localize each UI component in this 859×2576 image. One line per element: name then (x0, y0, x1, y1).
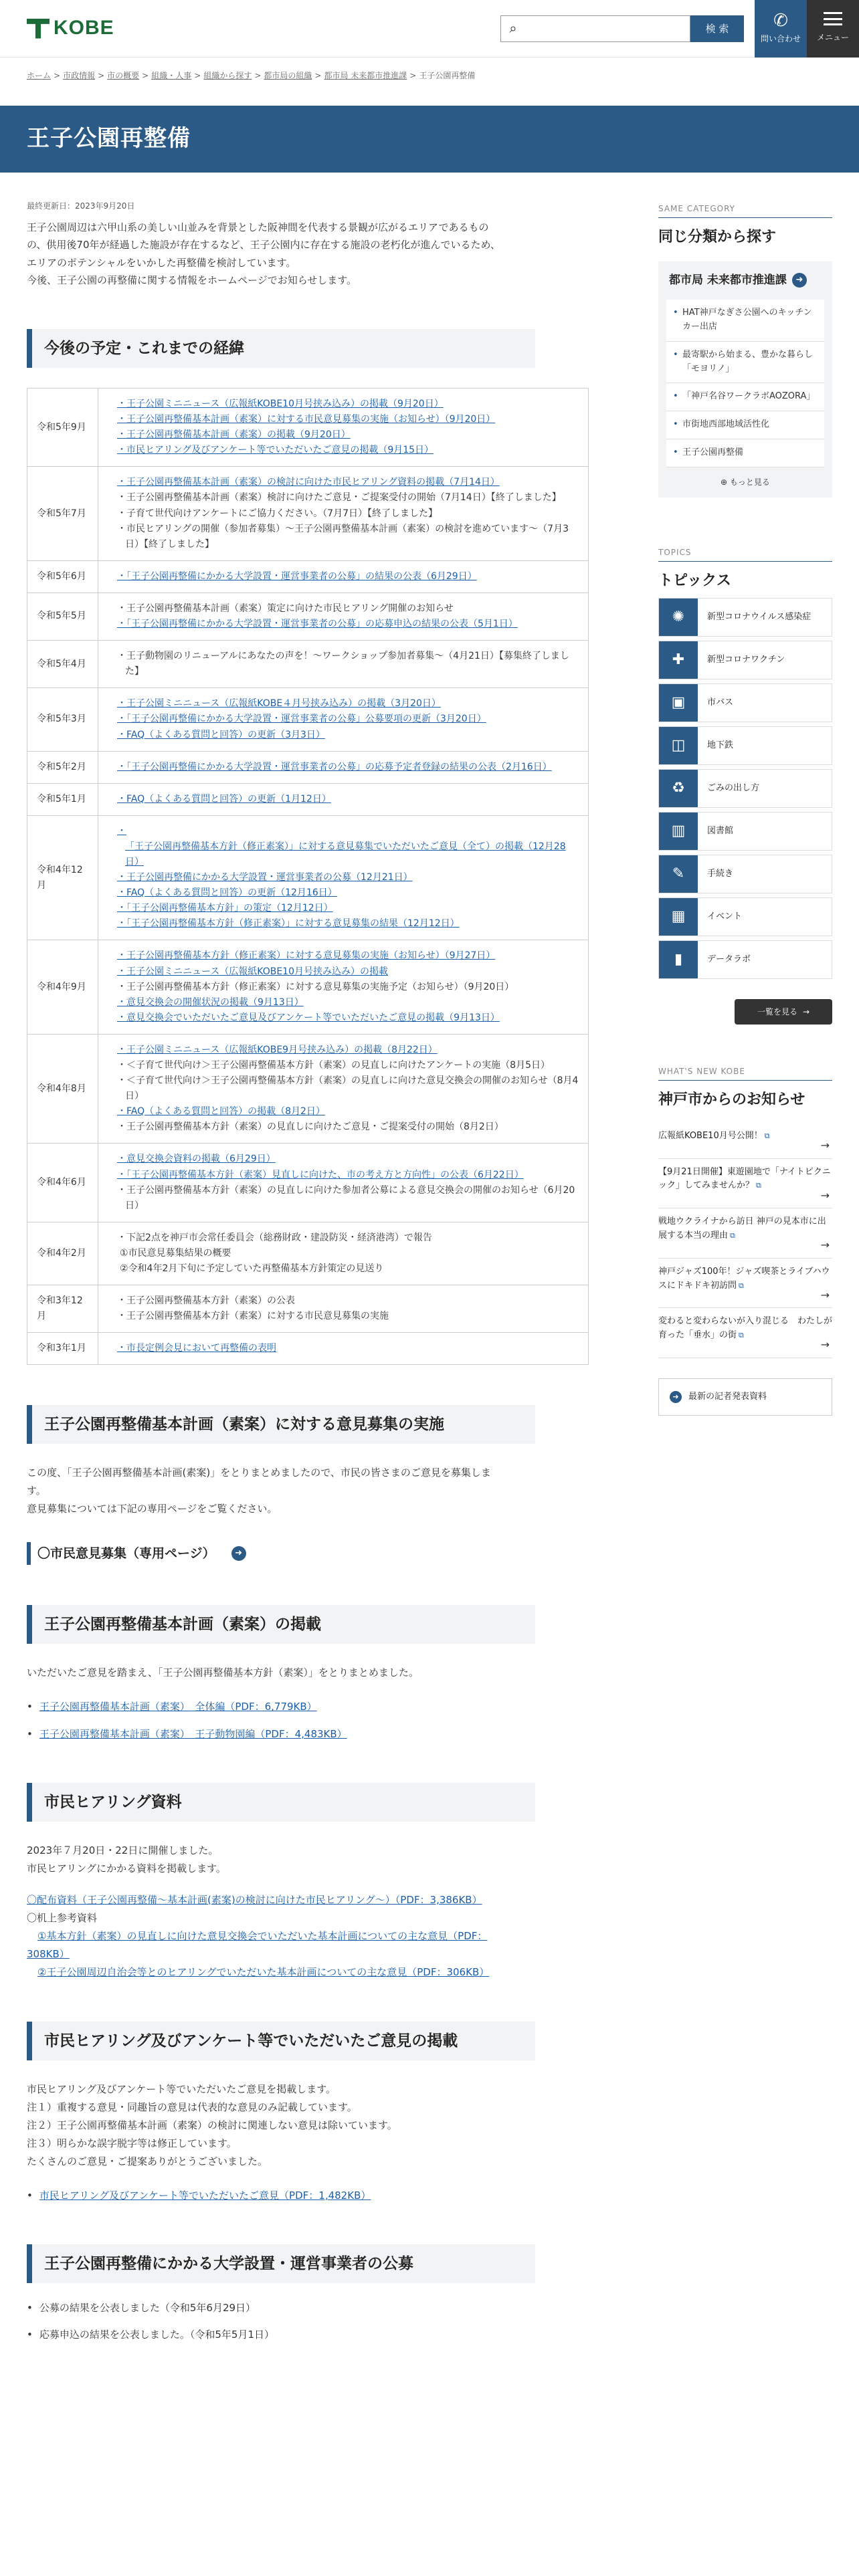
news-list (658, 1123, 832, 1358)
search-icon: ⌕ (509, 20, 517, 36)
topic-label: 手続き (707, 868, 734, 879)
schedule-date: 令和4年8月 (27, 1034, 98, 1144)
topic-label: 図書館 (707, 825, 734, 836)
hearing-reference-link-1[interactable]: ①基本方針（素案）の見直しに向けた意見交換会でいただいた基本計画についての主な意見（PDF： 308KB） (27, 1929, 488, 1960)
schedule-link[interactable]: ・ 「王子公園再整備基本方針（素案）見直しに向けた、市の考え方と方向性」の公表（6月22日） (125, 1168, 579, 1183)
news-item[interactable] (658, 1308, 832, 1358)
news-text: 【9月21日開催】東遊園地で「ナイトピクニック」してみませんか？ (658, 1166, 831, 1191)
sidebar (658, 173, 832, 2353)
more-label: もっと見る (729, 477, 770, 487)
intro-line: 王子公園周辺は六甲山系の美しい山並みを背景とした阪神間を代表する景観が広がるエリアであるもの (27, 221, 489, 233)
main-content (27, 173, 589, 2353)
external-link-icon: ⧉ (739, 1281, 744, 1290)
schedule-text: ・ 王子公園再整備基本方針（修正素案）に対する意見募集の実施予定（お知らせ）（9月20日） (125, 980, 579, 995)
hearing-reference-link-2[interactable]: ②王子公園周辺自治会等とのヒアリングでいただいた基本計画についての主な意見（PDF：306KB） (37, 1965, 490, 1978)
topic-label: 地下鉄 (707, 740, 734, 750)
breadcrumb-link[interactable]: 組織・人事 (151, 70, 192, 80)
schedule-link[interactable]: ・ 意見交換会の開催状況の掲載（9月13日） (125, 995, 579, 1010)
opinions-line: たくさんのご意見・ご提案ありがとうございました。 (27, 2155, 268, 2167)
press-release-link[interactable] (658, 1378, 832, 1416)
category-list (666, 300, 824, 467)
list-item (27, 1725, 589, 1743)
external-link-icon: ⧉ (730, 1231, 735, 1241)
breadcrumb-separator: > (314, 70, 322, 80)
schedule-link[interactable]: ・ 「王子公園再整備にかかる大学設置・運営事業者の公募」の結果の公表（6月29日） (125, 569, 579, 584)
schedule-date: 令和5年2月 (27, 751, 98, 783)
breadcrumb-link[interactable]: 市の概要 (107, 70, 140, 80)
table-row (27, 1144, 589, 1222)
contact-button[interactable] (755, 0, 807, 58)
topic-item[interactable] (658, 897, 832, 936)
topic-item[interactable] (658, 641, 832, 679)
topics-title: トピックス (658, 572, 731, 589)
schedule-items (98, 1333, 589, 1365)
schedule-link[interactable]: ・ FAQ（よくある質問と回答）の掲載（8月2日） (125, 1104, 579, 1119)
schedule-text: ・ ＜子育て世代向け＞王子公園再整備基本方針（素案）の見直しに向けたアンケートの実施（8月5日） (125, 1058, 579, 1073)
schedule-items (98, 593, 589, 640)
citizen-opinion-link-label: 〇市民意見募集（専用ページ） (37, 1545, 215, 1561)
table-row (27, 1285, 589, 1333)
schedule-link[interactable]: ・ 王子公園再整備基本計画（素案）の検討に向けた市民ヒアリング資料の掲載（7月14日） (125, 475, 579, 490)
schedule-text: ・ 子育て世代向けアンケートにご協力ください。（7月7日）【終了しました】 (125, 506, 579, 522)
schedule-link[interactable]: ・ 「王子公園再整備にかかる大学設置・運営事業者の公募」の応募予定者登録の結果の公表（2月16日） (125, 760, 579, 775)
schedule-items (98, 389, 589, 467)
news-text: 戦地ウクライナから訪日 神戸の見本市に出展する本当の理由 (658, 1216, 826, 1241)
hearing-text-2: 市民ヒアリングにかかる資料を掲載します。 (27, 1862, 226, 1874)
site-header (0, 0, 859, 58)
news-item[interactable] (658, 1123, 832, 1159)
schedule-link[interactable]: ・ 意見交換会資料の掲載（6月29日） (125, 1152, 579, 1167)
opinions-line: 注３）明らかな誤字脱字等は修正しています。 (27, 2137, 237, 2149)
schedule-text: ②令和4年2月下旬に予定していた再整備基本方針策定の見送り (120, 1263, 384, 1275)
opinions-line: 注１）重複する意見・同趣旨の意見は代表的な意見のみ記載しています。 (27, 2101, 357, 2113)
procedure-icon: ✎ (659, 855, 698, 893)
schedule-text: ・ ＜子育て世代向け＞王子公園再整備基本方針（素案）の見直しに向けた意見交換会の開催のお知らせ（8月4日） (125, 1073, 579, 1104)
schedule-date: 令和4年2月 (27, 1222, 98, 1285)
phone-icon: ✆ (773, 11, 788, 31)
table-row (27, 815, 589, 940)
opinions-line: 市民ヒアリング及びアンケート等でいただいたご意見を掲載します。 (27, 2082, 337, 2095)
external-link-icon: ⧉ (739, 1331, 744, 1340)
table-row (27, 593, 589, 640)
breadcrumb-link[interactable]: 組織から探す (203, 70, 252, 80)
topic-item[interactable] (658, 598, 832, 637)
topic-item[interactable] (658, 812, 832, 851)
university-heading: 王子公園再整備にかかる大学設置・運営事業者の公募 (27, 2244, 535, 2283)
kobe-logo-mark-icon (27, 19, 50, 39)
schedule-link[interactable]: ・ 王子公園再整備基本方針（修正素案）に対する意見募集の実施（お知らせ）（9月27日） (125, 948, 579, 964)
schedule-items (98, 751, 589, 783)
arrow-right-icon: ➜ (792, 273, 807, 288)
arrow-right-icon: → (820, 1288, 830, 1301)
schedule-link[interactable]: ・ 意見交換会でいただいたご意見及びアンケート等でいただいたご意見の掲載（9月13日） (125, 1010, 579, 1026)
search-input[interactable] (525, 16, 690, 41)
schedule-heading: 今後の予定・これまでの経緯 (27, 329, 535, 368)
last-updated: 最終更新日：2023年9月20日 (27, 201, 135, 211)
category-head-link[interactable] (658, 261, 832, 300)
schedule-date: 令和5年7月 (27, 467, 98, 560)
topic-item[interactable] (658, 683, 832, 722)
schedule-text: ①市民意見募集結果の概要 (120, 1247, 231, 1259)
breadcrumb-separator: > (194, 70, 201, 80)
list-item: • 応募申込の結果を公表しました。（令和5年5月1日） (27, 2326, 589, 2343)
schedule-link[interactable]: ・ 王子公園ミニニュース（広報紙KOBE10月号挟み込み）の掲載 (125, 964, 579, 980)
topic-item[interactable] (658, 769, 832, 808)
schedule-link[interactable]: ・ FAQ（よくある質問と回答）の更新（3月3日） (125, 728, 579, 743)
topic-item[interactable] (658, 726, 832, 765)
news-text: 広報紙KOBE10月号公開！ (658, 1130, 763, 1141)
schedule-text: ・ 王子公園再整備基本方針（素案）の見直しに向けたご意見・ご提案受付の開始（8月2日） (125, 1119, 579, 1135)
table-row (27, 1333, 589, 1365)
category-item[interactable]: • 王子公園再整備 (666, 439, 824, 467)
schedule-date: 令和5年9月 (27, 389, 98, 467)
schedule-items (98, 1285, 589, 1333)
breadcrumb-link[interactable]: 市政情報 (63, 70, 96, 80)
virus-icon: ✺ (659, 599, 698, 636)
topic-item[interactable] (658, 940, 832, 979)
schedule-text: ・ 王子公園再整備基本方針（素案）の見直しに向けた参加者公募による意見交換会の開催のお知らせ（6月20日） (125, 1183, 579, 1214)
plan-heading: 王子公園再整備基本計画（素案）の掲載 (27, 1605, 535, 1644)
news-text: 変わると変わらないが入り混じる わたしが育った「垂水」の街 (658, 1316, 833, 1341)
hearing-text (27, 1842, 589, 1878)
schedule-link[interactable]: ・ 王子公園再整備基本計画（素案）に対する市民意見募集の実施（お知らせ）（9月20日） (125, 412, 579, 427)
topic-label: 市バス (707, 697, 734, 708)
list-view-label: 一覧を見る (757, 1006, 797, 1016)
subway-icon: ◫ (659, 727, 698, 764)
menu-label: メニュー (816, 33, 849, 42)
list-item (27, 2187, 589, 2204)
schedule-link[interactable]: ・ 王子公園ミニニュース（広報紙KOBE9月号挟み込み）の掲載（8月22日） (125, 1043, 579, 1058)
news-item[interactable] (658, 1259, 832, 1309)
topic-label: 新型コロナウイルス感染症 (707, 611, 812, 622)
content-wrap (0, 173, 859, 2353)
schedule-text: ・ 王子動物園のリニューアルにあなたの声を！～ワークショップ参加者募集～（4月21日）【募集終了しました】 (125, 649, 579, 679)
schedule-items (98, 641, 589, 688)
schedule-items (98, 815, 589, 940)
library-icon: ▥ (659, 813, 698, 850)
category-head-label: 都市局 未来都市推進課 (669, 273, 787, 287)
topics-list (658, 598, 832, 979)
schedule-link[interactable]: ・ 「王子公園再整備基本方針」の策定（12月12日） (125, 901, 579, 916)
news-title: 神戸市からのお知らせ (658, 1091, 805, 1109)
plus-icon: ⊕ (721, 477, 730, 487)
schedule-link[interactable]: ・ 王子公園再整備基本計画（素案）の掲載（9月20日） (125, 427, 579, 443)
plan-full-pdf-link[interactable]: 王子公園再整備基本計画（素案） 全体編（PDF：6,779KB） (39, 1701, 317, 1713)
opinions-posted-heading: 市民ヒアリング及びアンケート等でいただいたご意見の掲載 (27, 2022, 535, 2060)
table-row (27, 783, 589, 815)
breadcrumb (0, 58, 859, 94)
schedule-items (98, 1144, 589, 1222)
schedule-items (98, 467, 589, 560)
hamburger-icon (824, 12, 842, 25)
list-item: • 公募の結果を公表しました（令和5年6月29日） (27, 2299, 589, 2317)
schedule-items (98, 560, 589, 593)
category-item[interactable]: • HAT神戸なぎさ公園へのキッチンカー出店 (666, 300, 824, 342)
category-item[interactable]: • 市街地西部地域活性化 (666, 411, 824, 439)
table-row (27, 467, 589, 560)
opinions-pdf-link[interactable]: 市民ヒアリング及びアンケート等でいただいたご意見（PDF：1,482KB） (39, 2189, 371, 2202)
plan-link-list (27, 1698, 589, 1743)
datalab-icon: ▮ (659, 941, 698, 978)
schedule-date: 令和4年6月 (27, 1144, 98, 1222)
intro-line: 今後、王子公園の再整備に関する情報をホームページでお知らせします。 (27, 274, 357, 286)
opinion-text (27, 1464, 589, 1518)
schedule-link[interactable]: ・ 王子公園ミニニュース（広報紙KOBE10月号挟み込み）の掲載（9月20日） (125, 397, 579, 412)
schedule-items (98, 1222, 589, 1285)
schedule-date: 令和4年9月 (27, 940, 98, 1034)
schedule-link[interactable]: ・ 「王子公園再整備基本方針（修正素案）」に対する意見募集の結果（12月12日） (125, 916, 579, 932)
opinions-line: 注２）王子公園再整備基本計画（素案）の検討に関連しない意見は除いています。 (27, 2119, 397, 2131)
schedule-link[interactable]: ・ 王子公園再整備にかかる大学設置・運営事業者の公募（12月21日） (125, 870, 579, 885)
schedule-link[interactable]: ・ 「王子公園再整備にかかる大学設置・運営事業者の公募」の応募申込の結果の公表（5月1日） (125, 617, 579, 632)
schedule-items (98, 1034, 589, 1144)
external-link-icon: ⧉ (764, 1131, 770, 1140)
arrow-right-icon: → (820, 1338, 830, 1352)
vaccine-icon: ✚ (659, 641, 698, 679)
bus-icon: ▣ (659, 684, 698, 722)
schedule-link[interactable]: ・ 市民ヒアリング及びアンケート等でいただいたご意見の掲載（9月15日） (125, 443, 579, 458)
hearing-heading: 市民ヒアリング資料 (27, 1783, 535, 1822)
opinion-text-2: す。 (27, 1485, 46, 1497)
schedule-date: 令和5年3月 (27, 688, 98, 751)
external-link-icon: ⧉ (756, 1181, 761, 1190)
opinion-text-3: 意見募集については下記の専用ページをご覧ください。 (27, 1503, 278, 1515)
topic-label: イベント (707, 911, 743, 922)
schedule-date: 令和5年1月 (27, 783, 98, 815)
schedule-items (98, 940, 589, 1034)
breadcrumb-separator: > (254, 70, 262, 80)
schedule-date: 令和3年1月 (27, 1333, 98, 1365)
schedule-link[interactable]: ・ 王子公園ミニニュース（広報紙KOBE４月号挟み込み）の掲載（3月20日） (125, 696, 579, 712)
garbage-icon: ♻ (659, 770, 698, 807)
topic-label: 新型コロナワクチン (707, 654, 785, 665)
search-button[interactable]: 検 索 (690, 15, 744, 42)
schedule-items (98, 688, 589, 751)
schedule-link[interactable]: ・ FAQ（よくある質問と回答）の更新（12月16日） (125, 885, 579, 901)
header-actions (500, 0, 859, 58)
news-text: 神戸ジャズ100年！ジャズ喫茶とライブハウスにドキドキ初訪問 (658, 1266, 830, 1291)
more-link[interactable] (658, 467, 832, 498)
schedule-text: ・ 王子公園再整備基本計画（素案）検討に向けたご意見・ご提案受付の開始（7月14日）【終了しました】 (125, 490, 579, 506)
category-item[interactable]: • 「神戸名谷ワークラボAOZORA」 (666, 383, 824, 411)
contact-label: 問い合わせ (760, 33, 801, 43)
same-category-label: SAME CATEGORY (658, 202, 832, 218)
university-list (27, 2299, 589, 2344)
schedule-text: ・ 王子公園再整備基本方針（素案）の公表 (125, 1293, 579, 1309)
breadcrumb-separator: > (409, 70, 417, 80)
arrow-right-icon: ➜ (670, 1391, 682, 1403)
schedule-text: ・ 市民ヒアリングの開催（参加者募集）～王子公園再整備基本計画（素案）の検討を進めています～（7月3日）【終了しました】 (125, 522, 579, 552)
page-title: 王子公園再整備 (27, 125, 191, 152)
schedule-text: ・ 下記2点を神戸市会常任委員会（総務財政・建設防災・経済港湾）で報告 (125, 1230, 579, 1246)
table-row (27, 1034, 589, 1144)
hearing-handout-link[interactable]: 〇配布資料（王子公園再整備～基本計画(素案)の検討に向けた市民ヒアリング～）（PDF：3,386KB） (27, 1893, 482, 1906)
schedule-date: 令和5年5月 (27, 593, 98, 640)
plan-zoo-pdf-link[interactable]: 王子公園再整備基本計画（素案） 王子動物園編（PDF：4,483KB） (39, 1727, 347, 1740)
schedule-link[interactable]: ・ 「王子公園再整備にかかる大学設置・運営事業者の公募」公募要項の更新（3月20日） (125, 712, 579, 727)
intro-line: の、供用後70年が経過した施設が存在するなど、王子公園内に存在する施設の老朽化が進んでいるため、 (27, 239, 500, 251)
intro-line: エリアのポテンシャルをいかした再整備を検討しています。 (27, 256, 296, 269)
table-row (27, 560, 589, 593)
breadcrumb-link[interactable]: 都市局の組織 (264, 70, 312, 80)
schedule-date: 令和4年12月 (27, 815, 98, 940)
hearing-text-1: 2023年７月20日・22日に開催しました。 (27, 1844, 219, 1856)
topics-label: TOPICS (658, 546, 832, 562)
logo-text: KOBE (54, 17, 114, 39)
kobe-logo[interactable] (27, 11, 114, 46)
schedule-date: 令和5年6月 (27, 560, 98, 593)
schedule-items (98, 783, 589, 815)
arrow-right-icon: → (820, 1139, 830, 1152)
schedule-text: ・ 王子公園再整備基本方針（素案）に対する市民意見募集の実施 (125, 1309, 579, 1324)
schedule-table (27, 388, 589, 1365)
breadcrumb-current: 王子公園再整備 (419, 70, 476, 80)
opinions-link-list (27, 2187, 589, 2204)
citizen-opinion-page-link[interactable] (27, 1542, 589, 1565)
list-view-button[interactable] (735, 999, 832, 1025)
hearing-reference-label: 〇机上参考資料 (27, 1911, 98, 1924)
opinion-heading: 王子公園再整備基本計画（素案）に対する意見募集の実施 (27, 1405, 535, 1444)
table-row (27, 751, 589, 783)
news-label: WHAT'S NEW KOBE (658, 1065, 832, 1081)
category-item[interactable]: • 最寄駅から始まる、豊かな暮らし「モヨリノ」 (666, 342, 824, 384)
breadcrumb-link[interactable]: 都市局 未来都市推進課 (324, 70, 407, 80)
table-row (27, 1222, 589, 1285)
schedule-date: 令和5年4月 (27, 641, 98, 688)
topic-label: ごみの出し方 (707, 782, 760, 793)
breadcrumb-separator: > (142, 70, 149, 80)
search-box (500, 15, 690, 42)
news-item[interactable] (658, 1208, 832, 1259)
schedule-date: 令和3年12月 (27, 1285, 98, 1333)
page-title-band (0, 106, 859, 173)
schedule-text: ・ 王子公園再整備基本計画（素案）策定に向けた市民ヒアリング開催のお知らせ (125, 601, 579, 617)
schedule-link[interactable]: ・ 「王子公園再整備基本方針（修正素案）」に対する意見募集でいただいたご意見（全て）の掲載（12月28日） (125, 824, 579, 870)
arrow-right-icon: → (820, 1188, 830, 1202)
hearing-materials (27, 1891, 589, 1981)
schedule-link[interactable]: ・ FAQ（よくある質問と回答）の更新（1月12日） (125, 792, 579, 807)
plan-text: いただいたご意見を踏まえ、「王子公園再整備基本方針（素案）」をとりまとめました。 (27, 1667, 419, 1679)
table-row (27, 688, 589, 751)
category-box (658, 261, 832, 498)
arrow-right-icon: → (820, 1239, 830, 1252)
topic-label: データラボ (707, 954, 751, 964)
breadcrumb-separator: > (98, 70, 105, 80)
table-row (27, 641, 589, 688)
breadcrumb-link[interactable]: ホーム (27, 70, 52, 80)
breadcrumb-separator: > (54, 70, 61, 80)
opinions-posted-text (27, 2080, 589, 2171)
press-release-label: 最新の記者発表資料 (688, 1391, 767, 1402)
opinion-text-1: この度、「王子公園再整備基本計画(素案)」をとりまとめましたので、市民の皆さまのご意見を募集しま (27, 1467, 491, 1479)
menu-button[interactable] (807, 0, 859, 58)
list-item (27, 1698, 589, 1715)
arrow-right-icon: ➜ (231, 1546, 246, 1561)
intro-text (27, 219, 589, 289)
table-row (27, 389, 589, 467)
schedule-link[interactable]: ・ 市長定例会見において再整備の表明 (125, 1341, 579, 1356)
event-icon: ▦ (659, 898, 698, 936)
arrow-right-icon: → (802, 1006, 810, 1016)
news-item[interactable] (658, 1159, 832, 1209)
topic-item[interactable] (658, 855, 832, 893)
same-category-title: 同じ分類から探す (658, 229, 777, 245)
table-row (27, 940, 589, 1034)
